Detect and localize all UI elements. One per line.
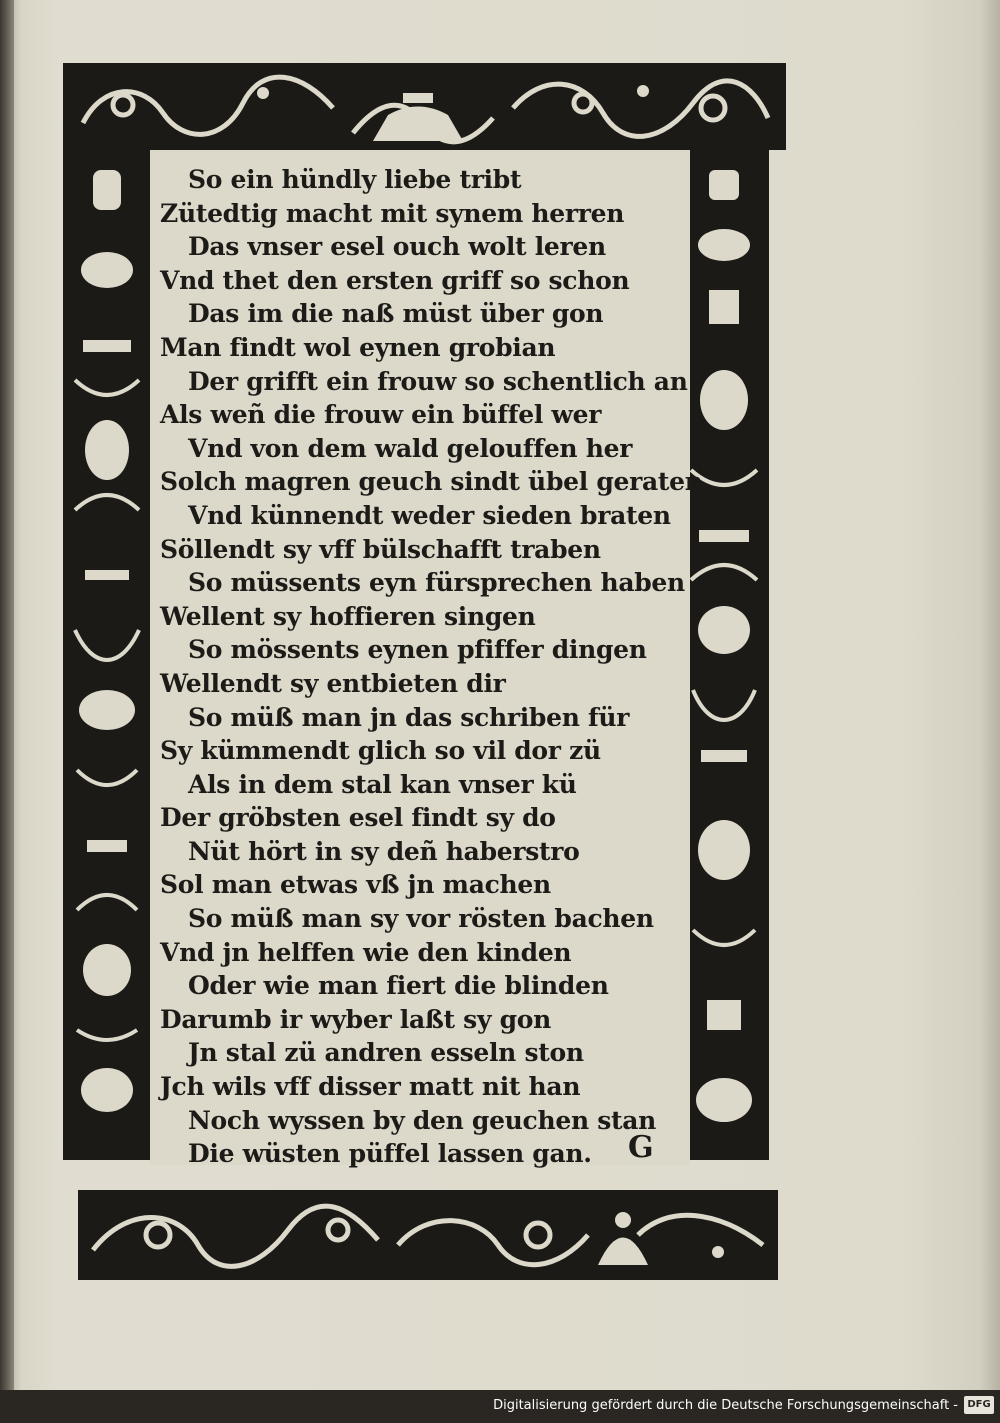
verse-line: Oder wie man fiert die blinden	[188, 971, 609, 1001]
ornament-border-bottom	[78, 1190, 778, 1280]
verse-line: Jn stal zü andren esseln ston	[188, 1038, 584, 1068]
verse-line: Vnd von dem wald gelouffen her	[188, 433, 633, 463]
digitization-footer	[0, 1390, 1000, 1423]
verse-line: Sy kümmendt glich so vil dor zü	[160, 736, 601, 766]
verse-line: Darumb ir wyber laßt sy gon	[160, 1004, 552, 1034]
verse-line: Noch wyssen by den geuchen stan	[188, 1105, 657, 1135]
verse-line: Wellendt sy entbieten dir	[160, 668, 506, 698]
ornament-border-left	[63, 150, 151, 1160]
verse-line: Vnd künnendt weder sieden braten	[188, 500, 671, 530]
verse-line: Vnd jn helffen wie den kinden	[160, 937, 572, 967]
verse-line: So müssents eyn fürsprechen haben	[188, 568, 685, 598]
acanthus-ornament-bottom	[78, 1190, 778, 1280]
verse-line: Die wüsten püffel lassen gan.	[188, 1139, 592, 1169]
verse-line: Solch magren geuch sindt übel geraten	[160, 467, 703, 497]
verse-line: Sol man etwas vß jn machen	[160, 870, 551, 900]
verse-line: Jch wils vff disser matt nit han	[160, 1072, 581, 1102]
verse-line: Vnd thet den ersten griff so schon	[160, 265, 630, 295]
verse-list	[160, 163, 703, 1171]
ornament-border-top	[63, 63, 786, 150]
candelabra-ornament-left	[63, 150, 151, 1160]
verse-line: Der grifft ein frouw so schentlich an	[188, 366, 688, 396]
verse-line: Das vnser esel ouch wolt leren	[188, 232, 606, 262]
verse-line: Man findt wol eynen grobian	[160, 332, 556, 362]
verse-line: So müß man jn das schriben für	[188, 702, 630, 732]
signature-mark: G	[628, 1130, 654, 1165]
verse-line: Söllendt sy vff bülschafft traben	[160, 534, 601, 564]
verse-line: Als in dem stal kan vnser kü	[188, 769, 577, 799]
verse-line: Zütedtig macht mit synem herren	[160, 198, 625, 228]
verse-line: Nüt hört in sy deñ haberstro	[188, 836, 580, 866]
verse-line: So ein hündly liebe tribt	[188, 165, 522, 194]
verse-line: Das im die naß müst über gon	[188, 299, 604, 329]
verse-line: Als weñ die frouw ein büffel wer	[160, 400, 602, 430]
floral-scroll-ornament-top	[63, 63, 786, 150]
dfg-logo: DFG	[964, 1396, 994, 1414]
book-spine-edge	[0, 0, 14, 1390]
verse-line: Der gröbsten esel findt sy do	[160, 803, 556, 833]
verse-line: So mössents eynen pfiffer dingen	[188, 635, 647, 665]
verse-line: Wellent sy hoffieren singen	[160, 601, 536, 631]
funding-credit: Digitalisierung gefördert durch die Deutsche Forschungsgemeinschaft -	[493, 1398, 958, 1413]
verse-line: So müß man sy vor rösten bachen	[188, 904, 654, 934]
